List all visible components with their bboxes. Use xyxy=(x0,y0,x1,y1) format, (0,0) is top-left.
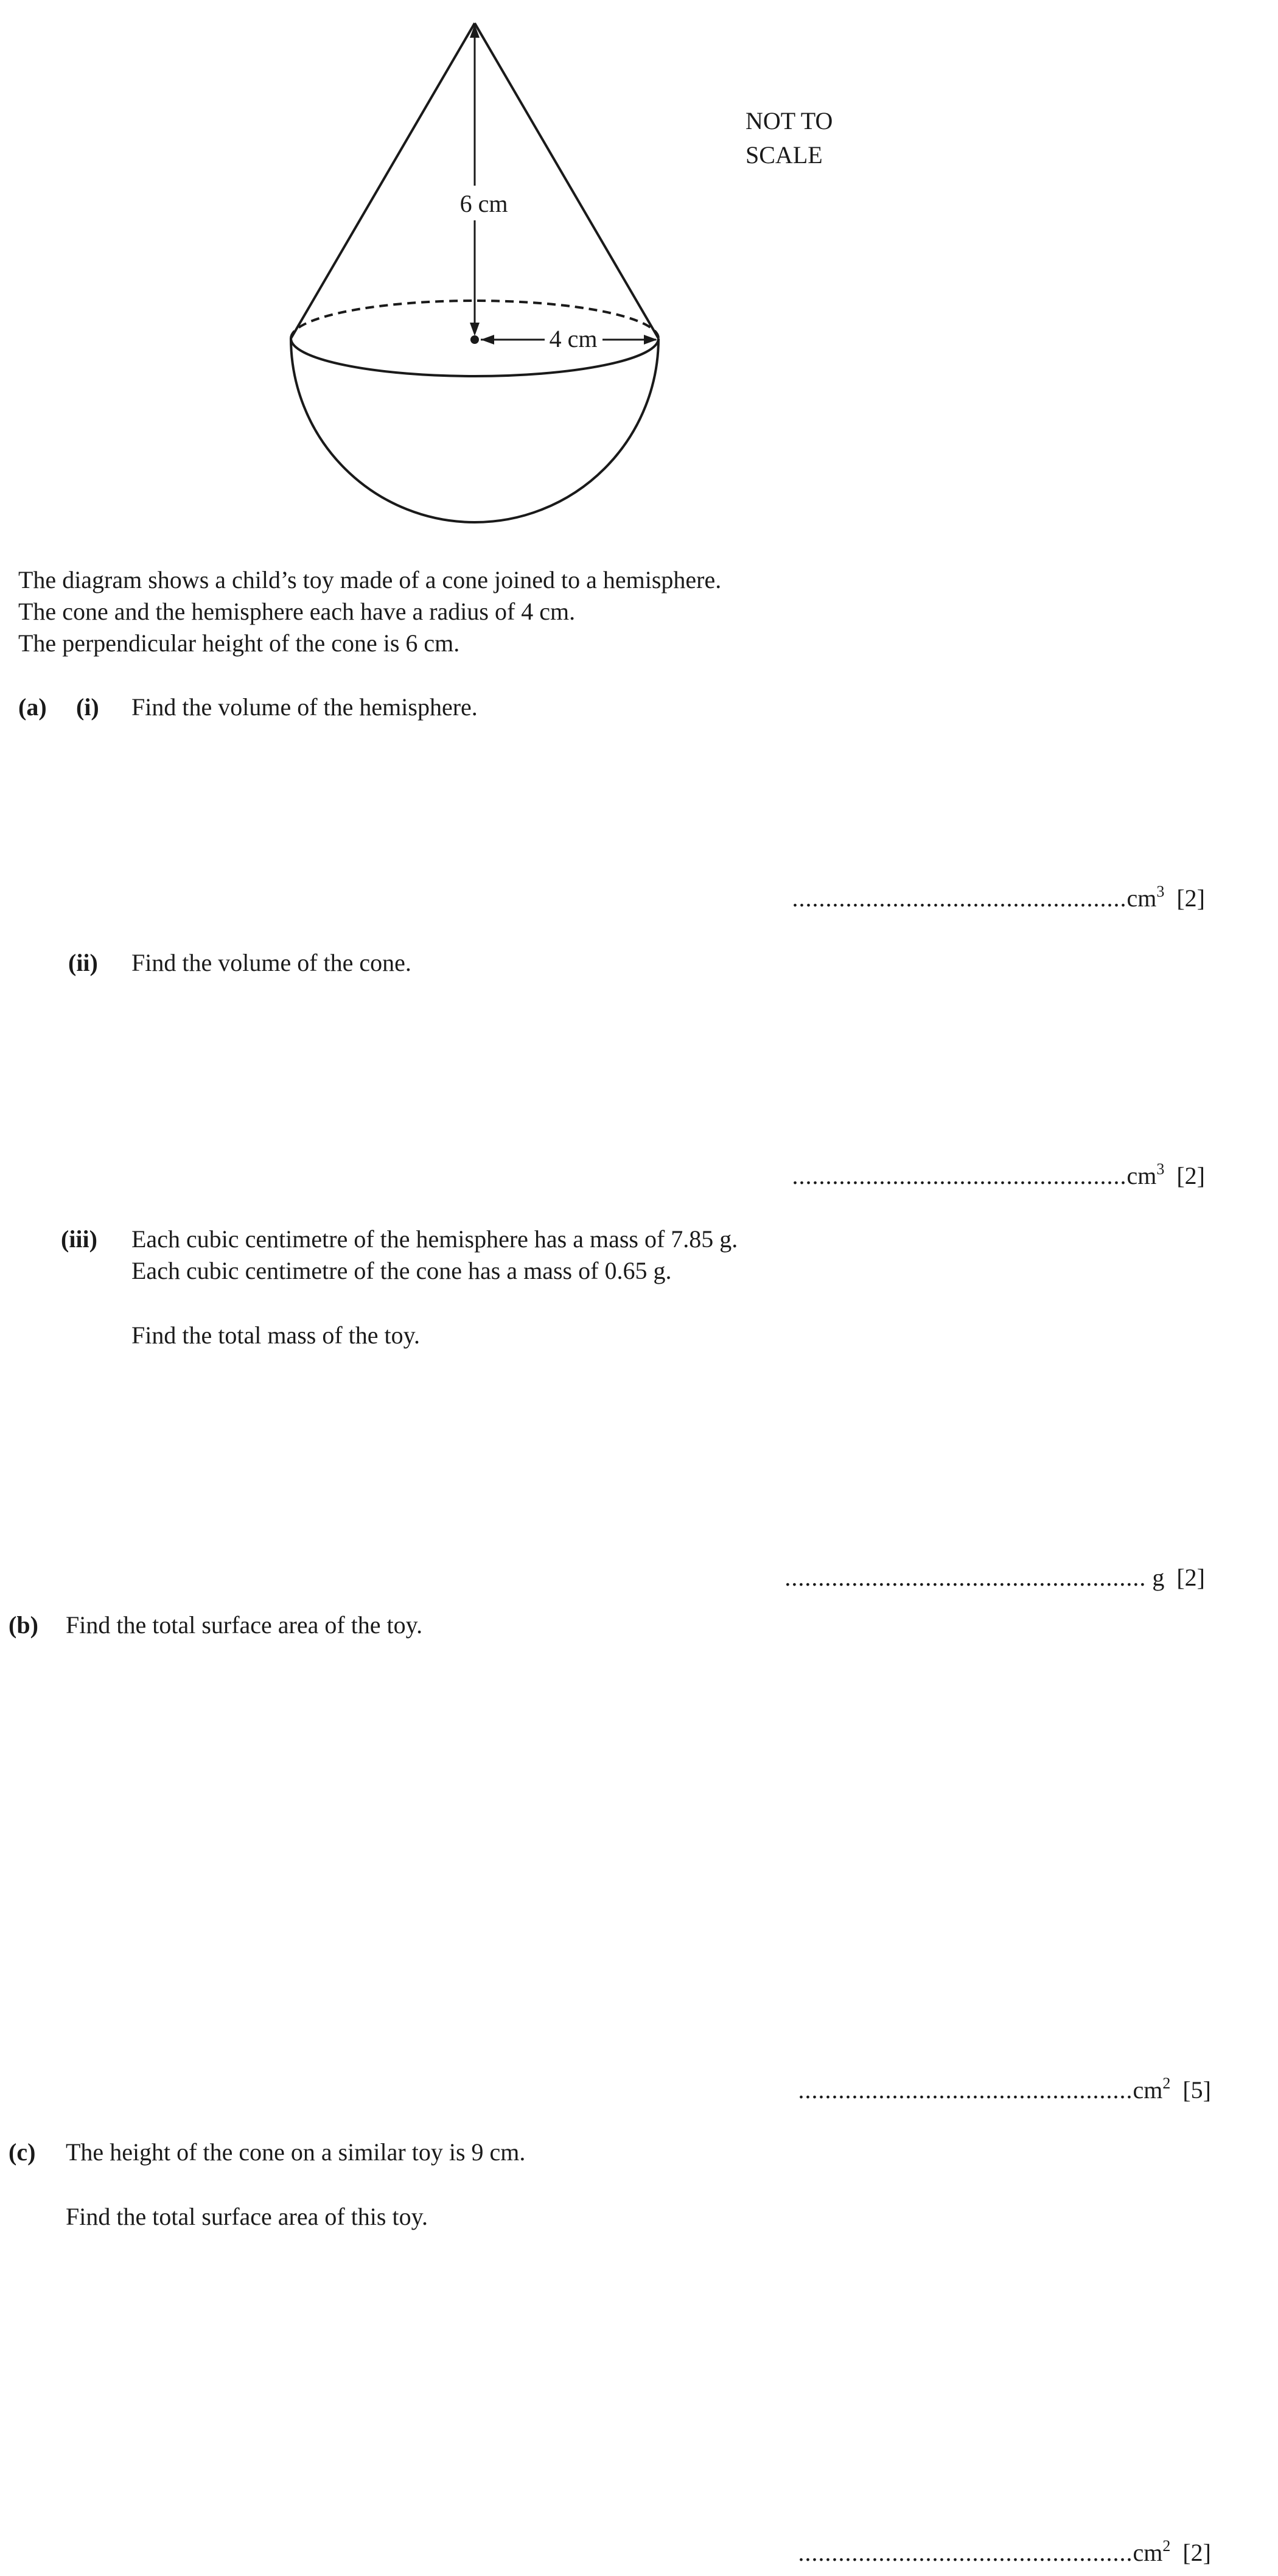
part-c-answer-line xyxy=(798,2537,1211,2569)
height-arrow-bottom xyxy=(470,323,480,336)
part-c-label: (c) xyxy=(9,2138,36,2166)
part-a-label: (a) xyxy=(18,693,47,721)
intro-line-2: The cone and the hemisphere each have a radius of 4 cm. xyxy=(18,598,576,625)
intro-line-3: The perpendicular height of the cone is 6 cm. xyxy=(18,629,460,657)
radius-label: 4 cm xyxy=(549,325,598,352)
part-a-iii-answer-line xyxy=(784,1562,1205,1594)
not-to-scale-line2: SCALE xyxy=(746,141,823,169)
height-label: 6 cm xyxy=(459,190,508,217)
answer-unit-sup: 2 xyxy=(1162,2074,1171,2092)
part-a-i-label: (i) xyxy=(76,693,99,721)
intro-line-1: The diagram shows a child’s toy made of a cone joined to a hemisphere. xyxy=(18,566,722,593)
centre-point xyxy=(470,335,479,344)
part-c-question: Find the total surface area of this toy. xyxy=(66,2203,428,2230)
part-a-ii-answer-line xyxy=(792,1160,1205,1192)
answer-unit: g xyxy=(1152,1564,1165,1591)
not-to-scale-line1: NOT TO xyxy=(746,107,833,135)
marks: [2] xyxy=(1182,2539,1211,2566)
cone-hemisphere-diagram xyxy=(0,0,1278,548)
answer-dots[interactable]: .................................................. xyxy=(798,2076,1133,2104)
answer-unit: cm xyxy=(1126,884,1157,912)
answer-unit: cm xyxy=(1133,2076,1163,2104)
part-a-i-answer-line xyxy=(792,883,1205,914)
marks: [2] xyxy=(1176,884,1205,912)
answer-dots[interactable]: ...................................................... xyxy=(784,1564,1147,1591)
answer-dots[interactable]: .................................................. xyxy=(798,2539,1133,2566)
part-a-ii-question: Find the volume of the cone. xyxy=(131,949,411,976)
radius-arrow-left xyxy=(481,335,494,345)
radius-arrow-right xyxy=(644,335,657,345)
part-b-label: (b) xyxy=(9,1611,38,1639)
cone-left-edge xyxy=(291,23,475,338)
answer-unit-sup: 3 xyxy=(1156,1160,1165,1178)
answer-unit: cm xyxy=(1133,2539,1163,2566)
part-a-iii-line-1: Each cubic centimetre of the hemisphere has a mass of 7.85 g. xyxy=(131,1225,738,1253)
part-a-iii-line-2: Each cubic centimetre of the cone has a mass of 0.65 g. xyxy=(131,1257,672,1284)
part-a-iii-label: (iii) xyxy=(61,1225,97,1253)
answer-unit-sup: 2 xyxy=(1162,2536,1171,2555)
answer-dots[interactable]: .................................................. xyxy=(792,1162,1127,1189)
part-b-answer-line xyxy=(798,2074,1211,2106)
base-ellipse-front xyxy=(291,338,658,376)
part-a-ii-label: (ii) xyxy=(68,949,98,976)
answer-dots[interactable]: .................................................. xyxy=(792,884,1127,912)
marks: [2] xyxy=(1176,1564,1205,1591)
answer-unit-sup: 3 xyxy=(1156,882,1165,900)
cone-right-edge xyxy=(475,23,658,338)
part-a-iii-question: Find the total mass of the toy. xyxy=(131,1321,421,1349)
answer-unit: cm xyxy=(1126,1162,1157,1189)
part-b-question: Find the total surface area of the toy. xyxy=(66,1611,423,1639)
marks: [2] xyxy=(1176,1162,1205,1189)
part-c-line-1: The height of the cone on a similar toy is 9 cm. xyxy=(66,2138,526,2166)
part-a-i-question: Find the volume of the hemisphere. xyxy=(131,693,478,721)
marks: [5] xyxy=(1182,2076,1211,2104)
